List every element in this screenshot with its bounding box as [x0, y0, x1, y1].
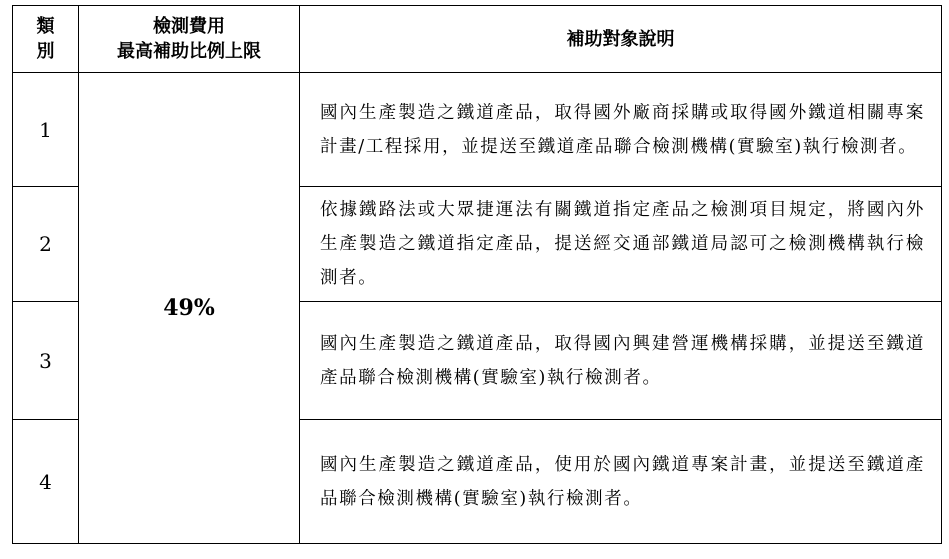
row-description: 依據鐵路法或大眾捷運法有關鐵道指定產品之檢測項目規定，將國內外生產製造之鐵道指定產品，提送經交通部鐵道局認可之檢測機構執行檢測者。 [300, 187, 942, 302]
header-category-line1: 類 [36, 16, 55, 37]
row-category: 4 [13, 420, 79, 544]
row-description: 國內生產製造之鐵道產品，取得國外廠商採購或取得國外鐵道相關專案計畫/工程採用，並提送至鐵道產品聯合檢測機構(實驗室)執行檢測者。 [300, 73, 942, 187]
header-ratio-line2: 最高補助比例上限 [117, 41, 261, 62]
header-category-line2: 別 [36, 41, 55, 62]
row-description: 國內生產製造之鐵道產品，使用於國內鐵道專案計畫，並提送至鐵道產品聯合檢測機構(實驗室)執行檢測者。 [300, 420, 942, 544]
header-category [13, 6, 79, 73]
row-category: 1 [13, 73, 79, 187]
max-subsidy-ratio: 49% [79, 73, 300, 544]
table-row [13, 73, 942, 187]
table-header-row [13, 6, 942, 73]
subsidy-table [12, 5, 942, 544]
row-category: 2 [13, 187, 79, 302]
header-ratio [79, 6, 300, 73]
header-ratio-line1: 檢測費用 [153, 16, 225, 37]
row-category: 3 [13, 302, 79, 420]
subsidy-table-container [12, 5, 942, 544]
row-description: 國內生產製造之鐵道產品，取得國內興建營運機構採購，並提送至鐵道產品聯合檢測機構(實驗室)執行檢測者。 [300, 302, 942, 420]
header-description: 補助對象說明 [300, 6, 942, 73]
